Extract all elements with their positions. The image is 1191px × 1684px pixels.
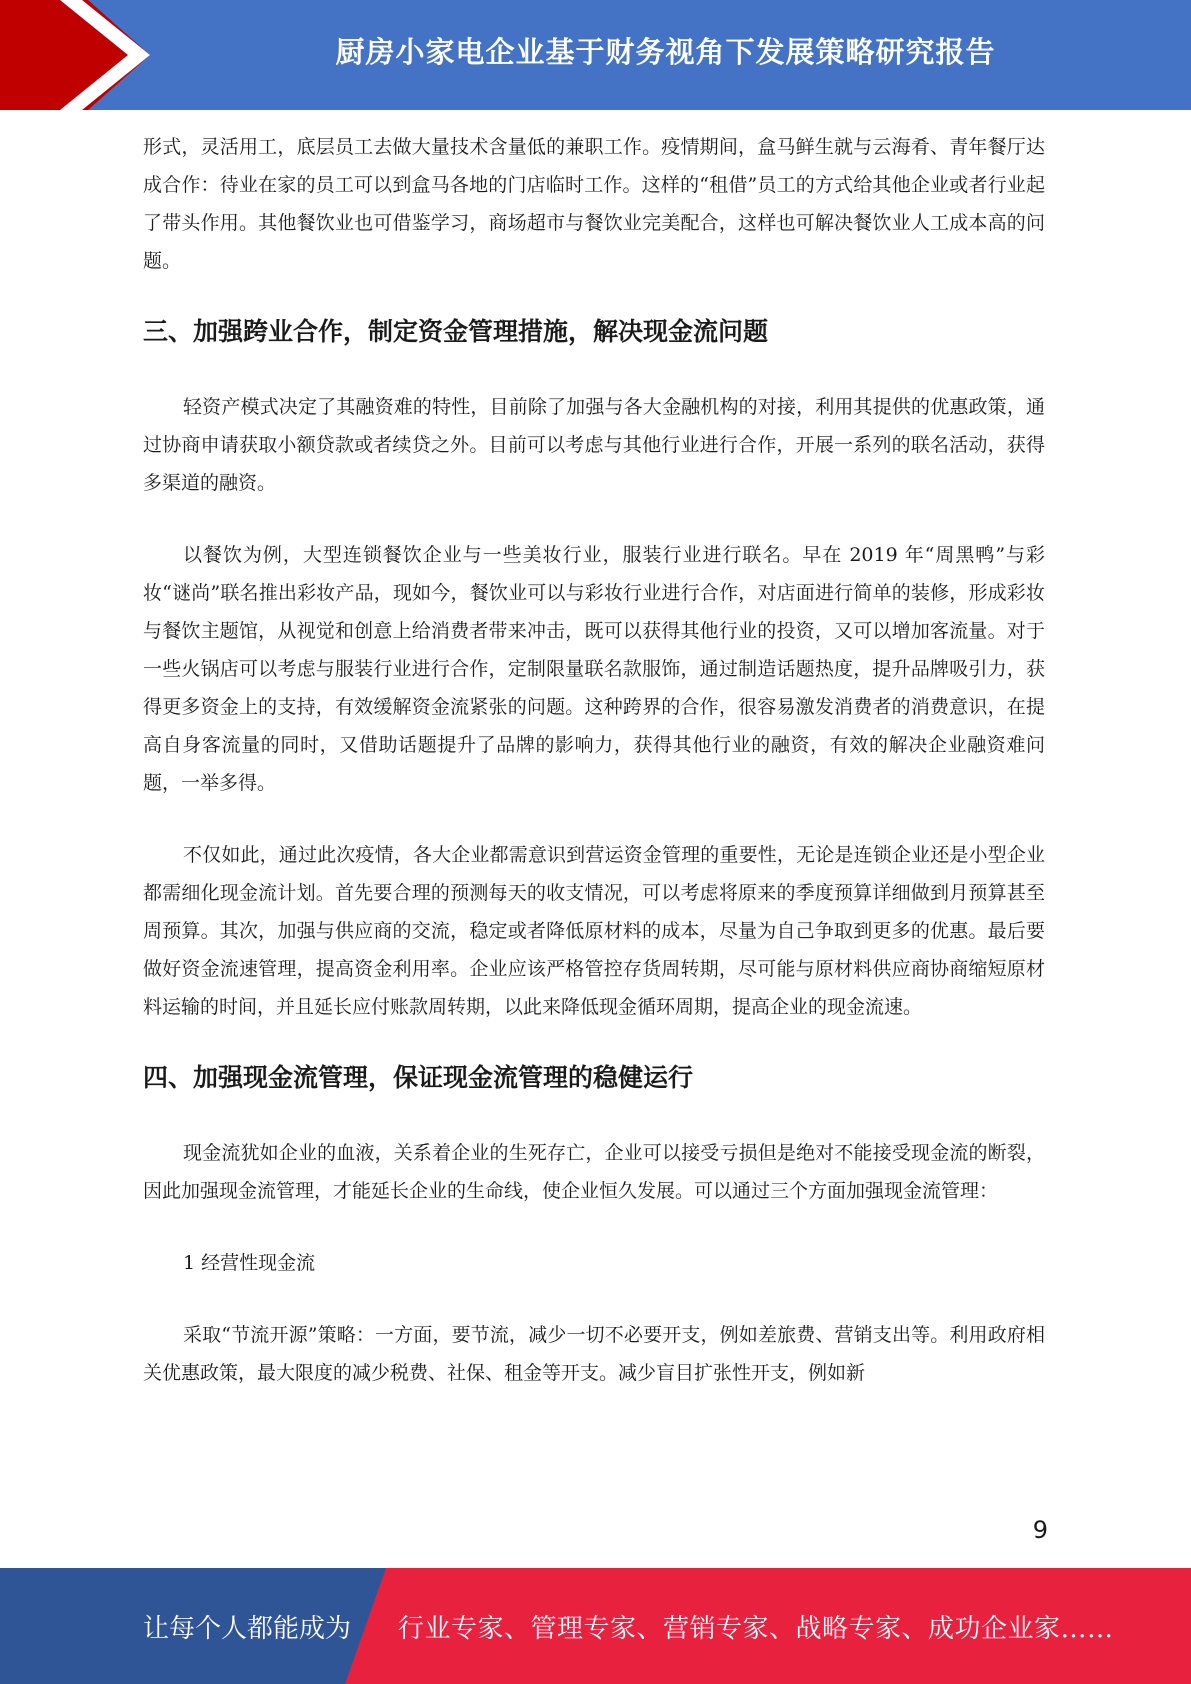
paragraph-3: 以餐饮为例，大型连锁餐饮企业与一些美妆行业，服装行业进行联名。早在 2019 年“周黑鸭”与彩妆“谜尚”联名推出彩妆产品，现如今，餐饮业可以与彩妆行业进行合作，对店面进行简单的装修，形成彩妆与餐饮主题馆，从视觉和创意上给消费者带来冲击，既可以获得其他行业的投资，又可以增加客流量。对于一些火锅店可以考虑与服装行业进行合作，定制限量联名款服饰，通过制造话题热度，提升品牌吸引力，获得更多资金上的支持，有效缓解资金流紧张的问题。这种跨界的合作，很容易激发消费者的消费意识，在提高自身客流量的同时，又借助话题提升了品牌的影响力，获得其他行业的融资，有效的解决企业融资难问题，一举多得。 <box>143 544 1045 794</box>
paragraph-6: 采取“节流开源”策略：一方面，要节流，减少一切不必要开支，例如差旅费、营销支出等。利用政府相关优惠政策，最大限度的减少税费、社保、租金等开支。减少盲目扩张性开支，例如新 <box>143 1324 1045 1384</box>
report-title: 厨房小家电企业基于财务视角下发展策略研究报告 <box>335 34 996 69</box>
subheading-operating-cash-flow: 1 经营性现金流 <box>183 1252 316 1274</box>
red-arrow-icon <box>0 0 160 110</box>
paragraph-2: 轻资产模式决定了其融资难的特性，目前除了加强与各大金融机构的对接，利用其提供的优惠政策，通过协商申请获取小额贷款或者续贷之外。目前可以考虑与其他行业进行合作，开展一系列的联名活动，获得多渠道的融资。 <box>143 396 1045 494</box>
page-number: 9 <box>1032 1516 1048 1544</box>
footer-slogan-left: 让每个人都能成为 <box>143 1613 352 1644</box>
paragraph-4: 不仅如此，通过此次疫情，各大企业都需意识到营运资金管理的重要性，无论是连锁企业还是小型企业都需细化现金流计划。首先要合理的预测每天的收支情况，可以考虑将原来的季度预算详细做到月预算甚至周预算。其次，加强与供应商的交流，稳定或者降低原材料的成本，尽量为自己争取到更多的优惠。最后要做好资金流速管理，提高资金利用率。企业应该严格管控存货周转期，尽可能与原材料供应商协商缩短原材料运输的时间，并且延长应付账款周转期，以此来降低现金循环周期，提高企业的现金流速。 <box>143 844 1045 1018</box>
paragraph-5: 现金流犹如企业的血液，关系着企业的生死存亡，企业可以接受亏损但是绝对不能接受现金流的断裂，因此加强现金流管理，才能延长企业的生命线，使企业恒久发展。可以通过三个方面加强现金流管理： <box>143 1142 1045 1202</box>
footer-slogan-right: 行业专家、管理专家、营销专家、战略专家、成功企业家…… <box>398 1613 1114 1644</box>
page-footer <box>0 1568 1191 1684</box>
section-heading-4: 四、加强现金流管理，保证现金流管理的稳健运行 <box>143 1063 694 1092</box>
page-content <box>143 128 1045 1392</box>
section-heading-3: 三、加强跨业合作，制定资金管理措施，解决现金流问题 <box>143 317 769 346</box>
paragraph-1: 形式，灵活用工，底层员工去做大量技术含量低的兼职工作。疫情期间，盒马鲜生就与云海肴、青年餐厅达成合作：待业在家的员工可以到盒马各地的门店临时工作。这样的“租借”员工的方式给其他企业或者行业起了带头作用。其他餐饮业也可借鉴学习，商场超市与餐饮业完美配合，这样也可解决餐饮业人工成本高的问题。 <box>143 136 1045 272</box>
page-header <box>0 0 1191 110</box>
